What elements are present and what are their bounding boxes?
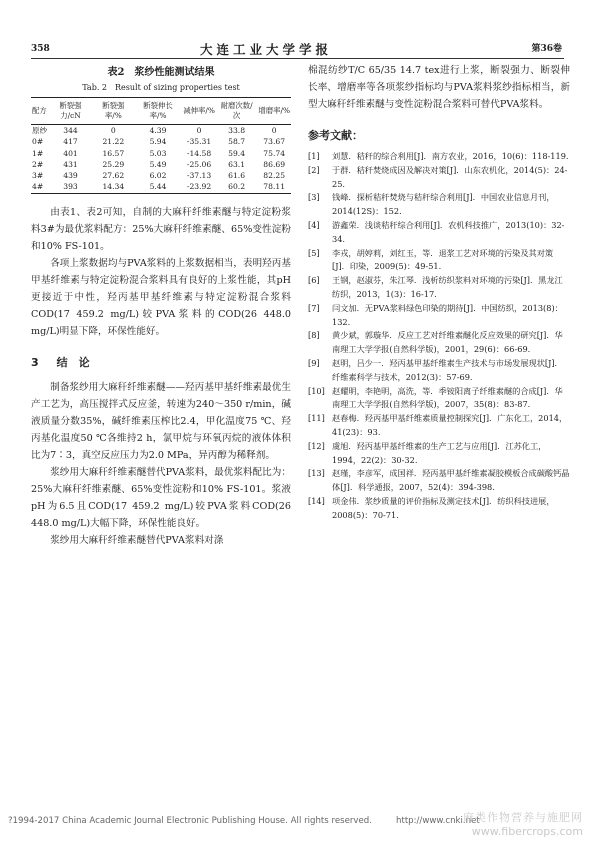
table-cell — [257, 193, 291, 194]
table-cell: 61.6 — [228, 171, 246, 181]
table-row — [31, 170, 291, 181]
table-cell: 82.25 — [263, 171, 286, 181]
reference-number: [2] — [308, 164, 320, 175]
reference-item — [308, 302, 570, 330]
table-cell: 27.62 — [102, 171, 125, 181]
reference-item — [308, 191, 570, 219]
right-column — [308, 62, 570, 523]
table-caption-en: Tab. 2 Result of sizing properties test — [82, 83, 240, 92]
table-cell: 6.02 — [149, 171, 167, 181]
reference-item — [308, 357, 570, 385]
reference-item — [308, 164, 570, 192]
reference-item — [308, 219, 570, 247]
sizing-properties-table — [31, 97, 291, 194]
watermark — [463, 809, 583, 838]
table-cell: 78.11 — [263, 182, 286, 192]
reference-text: 赵明，吕少一．羟丙基甲基纤维素生产技术与市场发展现状[J]．纤维素科学与技术，2012(3)：57-69. — [332, 357, 563, 382]
table-cell — [48, 193, 93, 194]
table-row — [31, 159, 291, 170]
reference-item — [308, 495, 570, 523]
reference-item — [308, 150, 570, 164]
table-header-cell: 配方 — [31, 98, 48, 125]
header-rule — [31, 58, 564, 59]
table-header-cell: 增磨率/% — [257, 98, 291, 125]
table-header-cell: 减伸率/% — [182, 98, 216, 125]
table-cell: 0 — [196, 126, 202, 135]
table-cell — [134, 193, 182, 194]
watermark-cn: 麻类作物营养与施肥网 — [463, 811, 583, 824]
references-title: 参考文献： — [308, 129, 363, 142]
journal-title: 大连工业大学学报 — [200, 42, 333, 57]
table-cell: 86.69 — [263, 159, 286, 169]
table-cell: 25.29 — [102, 159, 125, 169]
reference-number: [9] — [308, 357, 320, 368]
table-cell — [182, 193, 216, 194]
footer-copyright: ?1994-2017 China Academic Journal Electronic Publishing House. All rights reserved. — [8, 816, 372, 826]
reference-text: 于群．秸秆焚烧成因及解决对策[J]．山东农机化，2014(5)：24-25. — [332, 164, 568, 189]
table-cell: -23.92 — [186, 182, 212, 192]
section-title: 结 论 — [56, 355, 90, 369]
reference-item — [308, 329, 570, 357]
reference-item — [308, 247, 570, 275]
reference-number: [1] — [308, 151, 320, 161]
table-header-cell: 断裂强力/cN — [48, 98, 93, 125]
table-cell: -37.13 — [186, 171, 212, 181]
table-cell: 0 — [271, 126, 277, 135]
table-caption-cn: 表2 浆纱性能测试结果 — [107, 67, 215, 78]
reference-text: 赵耀明，李艳明，高洗，等．季铵阳离子纤维素醚的合成[J]．华南理工大学学报(自然科学版)，2007，35(8)：83-87. — [332, 385, 563, 410]
body-paragraph: 各项上浆数据均与PVA浆料的上浆数据相当，表明羟丙基甲基纤维素与特定淀粉混合浆料具有良好的上浆性能，其pH更接近于中性，羟丙基甲基纤维素与特定淀粉混合浆料COD(17 459.2 mg/L)较PVA浆料的COD(26 448.0 mg/L)明显下降，环保性能好。 — [31, 257, 291, 337]
reference-item — [308, 274, 570, 302]
reference-text: 李戎，胡婷莉，刘红玉，等．退浆工艺对环境的污染及其对策[J]．印染，2009(5)：49-51. — [332, 247, 554, 272]
table-cell: 73.67 — [263, 137, 286, 147]
reference-item — [308, 412, 570, 440]
reference-text: 游鑫荣．浅谈秸秆综合利用[J]．农机科技推广，2013(10)：32-34. — [332, 219, 565, 244]
table-cell: 3# — [32, 171, 44, 181]
section-number: 3 — [31, 355, 39, 369]
table-cell — [93, 193, 134, 194]
table-row — [31, 148, 291, 159]
table-cell: 344 — [63, 126, 78, 135]
reference-item — [308, 440, 570, 468]
table-cell: 5.94 — [149, 137, 167, 147]
reference-text: 刘慧．秸秆的综合利用[J]．南方农业，2016，10(6)：118-119. — [332, 151, 569, 161]
reference-number: [12] — [308, 440, 325, 451]
table-cell: -35.31 — [186, 137, 212, 147]
table-cell: 417 — [63, 137, 78, 147]
table-row — [31, 181, 291, 192]
table-row — [31, 136, 291, 147]
table-cell: 439 — [63, 171, 78, 181]
table-cell: 431 — [63, 159, 78, 169]
table-cell: 原纱 — [32, 126, 48, 135]
body-paragraph: 制备浆纱用大麻秆纤维素醚——羟丙基甲基纤维素最优生产工艺为，高压搅拌式反应釜，转速为240～350 r/min，碱液质量分数35%，碱纤维素压榨比2.4，甲化温度75 ℃、羟丙基化温度50 ℃各维持2 h，氯甲烷与环氧丙烷的液体体积比为7∶3，真空反应压力为2.0 MPa，异丙醇为稀释剂。 — [31, 381, 291, 461]
reference-number: [6] — [308, 275, 320, 286]
table-row — [31, 125, 291, 137]
table-cell: 5.49 — [149, 159, 167, 169]
reference-number: [7] — [308, 302, 320, 313]
page-number: 358 — [31, 44, 50, 54]
volume-label: 第36卷 — [531, 44, 562, 54]
reference-text: 项金伟．浆纱质量的评价指标及测定技术[J]．纺织科技进展，2008(5)：70-71. — [332, 495, 555, 520]
reference-item — [308, 385, 570, 413]
body-paragraph: 浆纱用大麻秆纤维素醚替代PVA浆料对涤 — [50, 534, 224, 546]
table-header-row — [31, 98, 291, 125]
references-list — [308, 150, 570, 523]
table-cell: 60.2 — [228, 182, 246, 192]
table-cell: 16.57 — [102, 148, 125, 158]
reference-item — [308, 467, 570, 495]
watermark-en: www.fibercrops.com — [471, 825, 583, 838]
table-cell: 4.39 — [149, 126, 167, 135]
section-heading — [31, 354, 291, 371]
reference-number: [3] — [308, 192, 320, 203]
reference-text: 黄少斌，郭璇华．反应工艺对纤维素醚化反应效果的研究[J]．华南理工大学学报(自然科学版)，2001，29(6)：66-69. — [332, 330, 563, 355]
table-cell: 21.22 — [102, 137, 125, 147]
table-header-cell: 耐磨次数/次 — [216, 98, 257, 125]
table-row — [31, 193, 291, 194]
reference-number: [4] — [308, 219, 320, 230]
table-cell: 4# — [32, 182, 44, 192]
reference-text: 赵瑾，李彦军，成国祥．羟丙基甲基纤维素凝胶模板合成碳酸钙晶体[J]．科学通报，2007，52(4)：394-398. — [332, 468, 570, 493]
table-cell: 5.44 — [149, 182, 167, 192]
table-cell: 2# — [32, 159, 44, 169]
left-column — [31, 62, 291, 549]
reference-text: 闫文加．无PVA浆料绿色印染的期待[J]．中国纺织，2013(8)：132. — [332, 302, 563, 327]
reference-number: [14] — [308, 495, 325, 506]
reference-number: [8] — [308, 330, 320, 341]
table-header-cell: 断裂伸长率/% — [134, 98, 182, 125]
table-cell — [31, 193, 48, 194]
reference-number: [11] — [308, 413, 325, 424]
table-cell: 0 — [110, 126, 116, 135]
reference-text: 虞旭．羟丙基甲基纤维素的生产工艺与应用[J]．江苏化工，1994，22(2)：30-32. — [332, 440, 547, 465]
table-cell: 401 — [63, 148, 78, 158]
body-paragraph: 由表1、表2可知，自制的大麻秆纤维素醚与特定淀粉浆料3#为最优浆料配方：25%大麻秆纤维素醚、65%变性淀粉和10% FS-101。 — [31, 206, 291, 252]
table-header-cell: 断裂强率/% — [93, 98, 134, 125]
footer-url-link[interactable]: http://www.cnki.net — [396, 816, 480, 826]
table-cell: 14.34 — [102, 182, 125, 192]
table-cell: 33.8 — [228, 126, 246, 135]
body-paragraph-continued: 棉混纺纱T/C 65/35 14.7 tex进行上浆，断裂强力、断裂伸长率、增磨率等各项浆纱指标均与PVA浆料浆纱指标相当，新型大麻秆纤维素醚与变性淀粉混合浆料可替代PVA浆料。 — [308, 65, 570, 110]
table-cell: -25.06 — [186, 159, 212, 169]
reference-text: 赵春梅．羟丙基甲基纤维素质量控制探究[J]．广东化工，2014，41(23)：93. — [332, 413, 568, 437]
body-paragraph: 浆纱用大麻秆纤维素醚替代PVA浆料，最优浆料配比为：25%大麻秆纤维素醚、65%变性淀粉和10% FS-101。浆液pH为6.5且COD(17 459.2 mg/L)较PVA浆料COD(26 448.0 mg/L)大幅下降，环保性能良好。 — [31, 466, 291, 529]
table-cell: 58.7 — [228, 137, 246, 147]
table-cell: 63.1 — [228, 159, 246, 169]
reference-text: 钱峰．探析秸秆焚烧与秸秆综合利用[J]．中国农业信息月刊，2014(12S)：152. — [332, 192, 555, 217]
table-cell: 1# — [32, 148, 44, 158]
table-cell: 75.74 — [263, 148, 286, 158]
reference-text: 王钢，赵淑芬，朱江琴．浅析纺织浆料对环境的污染[J]．黑龙江纺织，2013，1(3)：16-17. — [332, 275, 563, 299]
table-cell: 0# — [32, 137, 44, 147]
reference-number: [10] — [308, 385, 325, 396]
table-cell: -14.58 — [186, 148, 212, 158]
table-cell: 393 — [63, 182, 78, 192]
table-cell — [216, 193, 257, 194]
table-cell: 59.4 — [228, 148, 246, 158]
reference-number: [13] — [308, 468, 325, 479]
table-cell: 5.03 — [149, 148, 167, 158]
reference-number: [5] — [308, 247, 320, 258]
